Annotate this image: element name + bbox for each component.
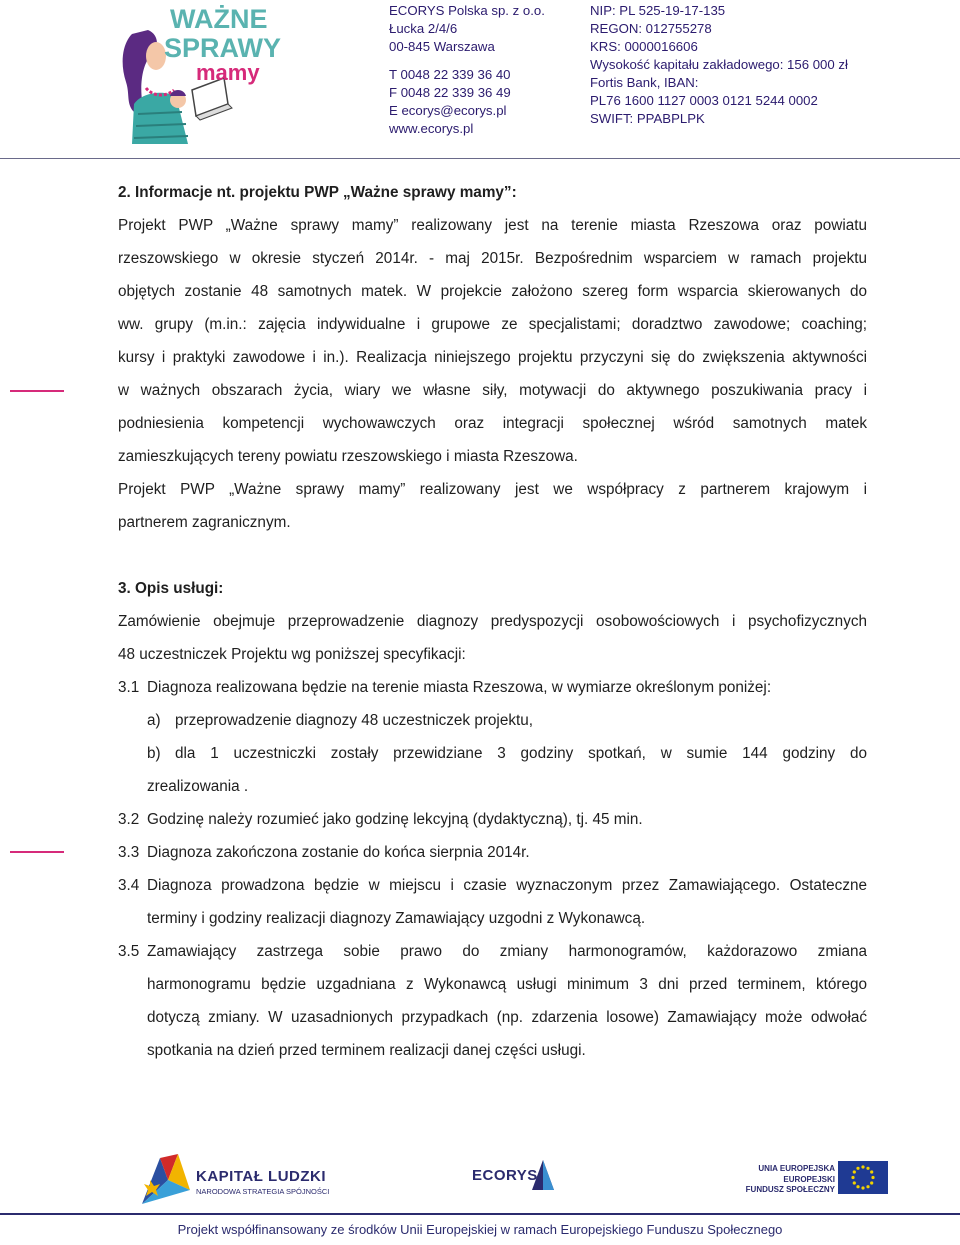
item-text: Zamawiający zastrzega sobie prawo do zmiany harmonogramów, każdorazowo zmiana: [147, 943, 867, 960]
margin-mark-upper: [10, 390, 64, 392]
swift-code: SWIFT: PPABPLPK: [590, 111, 705, 126]
item-text: harmonogramu będzie uzgadniana z Wykonawcą usługi minimum 3 dni przed terminem, którego: [147, 976, 867, 993]
section-2-line: rzeszowskiego w okresie styczeń 2014r. - maj 2015r. Bezpośrednim wsparciem w ramach projektu: [118, 250, 867, 267]
item-3-4-continuation: terminy i godziny realizacji diagnozy Zamawiający uzgodni z Wykonawcą.: [147, 910, 646, 927]
project-logo: [112, 4, 282, 146]
kapital-ludzki-emblem: [138, 1150, 194, 1210]
sub-item-b-continuation: zrealizowania .: [147, 778, 249, 795]
krs-number: KRS: 0000016606: [590, 39, 698, 54]
website: www.ecorys.pl: [389, 121, 474, 136]
item-text: Diagnoza prowadzona będzie w miejscu i czasie wyznaczonym przez Zamawiającego. Ostateczne: [147, 877, 867, 894]
section-2-line: objętych zostanie 48 samotnych matek. W projekcie założono szereg form wsparcia skierowanych do: [118, 283, 867, 300]
address-gap: [389, 56, 545, 66]
section-3-intro-line: 48 uczestniczek Projektu wg poniższej specyfikacji:: [118, 646, 466, 663]
eu-stars-icon: [838, 1161, 888, 1194]
kapital-ludzki-subtitle: NARODOWA STRATEGIA SPÓJNOŚCI: [196, 1187, 330, 1196]
logo-text-line-3: mamy: [196, 60, 260, 85]
section-2-line: podniesienia kompetencji wychowawczych oraz integracji społecznej wśród samotnych matek: [118, 415, 867, 432]
sub-item-label: b): [147, 745, 161, 762]
sub-item-a: [118, 704, 867, 737]
item-number: 3.5: [118, 943, 140, 960]
header-divider: [0, 158, 960, 159]
section-2-line: kursy i praktyki zawodowe i in.). Realizacja niniejszego projektu przyczyni się do zwiększenia aktywności: [118, 349, 867, 366]
ecorys-logo: [470, 1158, 560, 1194]
street-address: Łucka 2/4/6: [389, 21, 458, 36]
section-2-line: ww. grupy (m.in.: zajęcia indywidualne i grupowe ze specjalistami; doradztwo zawodowe; coaching;: [118, 316, 867, 333]
kapital-ludzki-title: KAPITAŁ LUDZKI: [196, 1168, 327, 1185]
eu-text-line: UNIA EUROPEJSKA: [758, 1164, 835, 1173]
item-indent: [118, 1001, 147, 1034]
section-2-line: Projekt PWP „Ważne sprawy mamy” realizowany jest we współpracy z partnerem krajowym i: [118, 481, 867, 498]
section-spacer: [118, 539, 867, 572]
margin-mark-lower: [10, 851, 64, 853]
section-2-line: zamieszkujących tereny powiatu rzeszowskiego i miasta Rzeszowa.: [118, 448, 578, 465]
company-registration-block: [590, 2, 848, 128]
sub-item-label: a): [147, 712, 161, 729]
section-2-heading: 2. Informacje nt. projektu PWP „Ważne sprawy mamy”:: [118, 184, 517, 201]
item-indent: [118, 968, 147, 1001]
section-2-line: Projekt PWP „Ważne sprawy mamy” realizowany jest na terenie miasta Rzeszowa oraz powiatu: [118, 217, 867, 234]
company-name: ECORYS Polska sp. z o.o.: [389, 3, 545, 18]
share-capital: Wysokość kapitału zakładowego: 156 000 zł: [590, 57, 848, 72]
item-3-5-continuation: [118, 968, 867, 1001]
list-item-3-5: [118, 935, 867, 968]
email-address: E ecorys@ecorys.pl: [389, 103, 507, 118]
bank-name: Fortis Bank, IBAN:: [590, 75, 699, 90]
item-number: 3.1: [118, 679, 140, 696]
item-number: 3.4: [118, 877, 140, 894]
iban-number: PL76 1600 1127 0003 0121 5244 0002: [590, 93, 818, 108]
regon-number: REGON: 012755278: [590, 21, 712, 36]
item-text: Godzinę należy rozumieć jako godzinę lekcyjną (dydaktyczną), tj. 45 min.: [147, 811, 643, 828]
fax-number: F 0048 22 339 36 49: [389, 85, 511, 100]
footer-divider: [0, 1213, 960, 1215]
item-3-5-continuation: spotkania na dzień przed terminem realizacji danej części usługi.: [147, 1042, 586, 1059]
item-number: 3.3: [118, 844, 140, 861]
item-text: Diagnoza zakończona zostanie do końca sierpnia 2014r.: [147, 844, 530, 861]
ecorys-triangle-icon: [530, 1158, 556, 1192]
eu-text-line: FUNDUSZ SPOŁECZNY: [745, 1185, 835, 1194]
footer-cofinancing-note: Projekt współfinansowany ze środków Unii Europejskiej w ramach Europejskiego Funduszu Społecznego: [177, 1222, 783, 1237]
item-3-5-continuation: [118, 1001, 867, 1034]
ecorys-wordmark: ECORYS: [472, 1167, 538, 1184]
kapital-ludzki-logo: [138, 1150, 328, 1210]
company-address-block: [389, 2, 545, 138]
list-item-3-3: [118, 836, 867, 869]
list-item-3-1: [118, 671, 867, 704]
logo-text-line-2: SPRAWY: [164, 33, 282, 63]
sub-item-text: przeprowadzenie diagnozy 48 uczestniczek projektu,: [175, 712, 533, 729]
sub-item-b: [118, 737, 867, 770]
nip-number: NIP: PL 525-19-17-135: [590, 3, 726, 18]
document-body: [118, 176, 867, 1067]
eu-text-line: EUROPEJSKI: [783, 1175, 835, 1184]
section-3-heading: 3. Opis usługi:: [118, 580, 224, 597]
eu-logo: [745, 1160, 888, 1200]
section-2-line: w ważnych obszarach życia, wiary we własne siły, motywacji do aktywnego poszukiwania pracy i: [118, 382, 867, 399]
list-item-3-2: [118, 803, 867, 836]
logo-text-line-1: WAŻNE: [170, 4, 268, 34]
section-2-line: partnerem zagranicznym.: [118, 514, 291, 531]
postal-city: 00-845 Warszawa: [389, 39, 495, 54]
item-number: 3.2: [118, 811, 140, 828]
phone-number: T 0048 22 339 36 40: [389, 67, 511, 82]
item-text: Diagnoza realizowana będzie na terenie miasta Rzeszowa, w wymiarze określonym poniżej:: [147, 679, 772, 696]
eu-flag-icon: [838, 1161, 888, 1194]
list-item-3-4: [118, 869, 867, 902]
section-3-intro-line: Zamówienie obejmuje przeprowadzenie diagnozy predyspozycji osobowościowych i psychofizycznych: [118, 613, 867, 630]
sub-item-text: dla 1 uczestniczki zostały przewidziane 3 godziny spotkań, w sumie 144 godziny do: [175, 745, 867, 762]
item-text: dotyczą zmiany. W uzasadnionych przypadkach (np. zdarzenia losowe) Zamawiający może odwołać: [147, 1009, 867, 1026]
